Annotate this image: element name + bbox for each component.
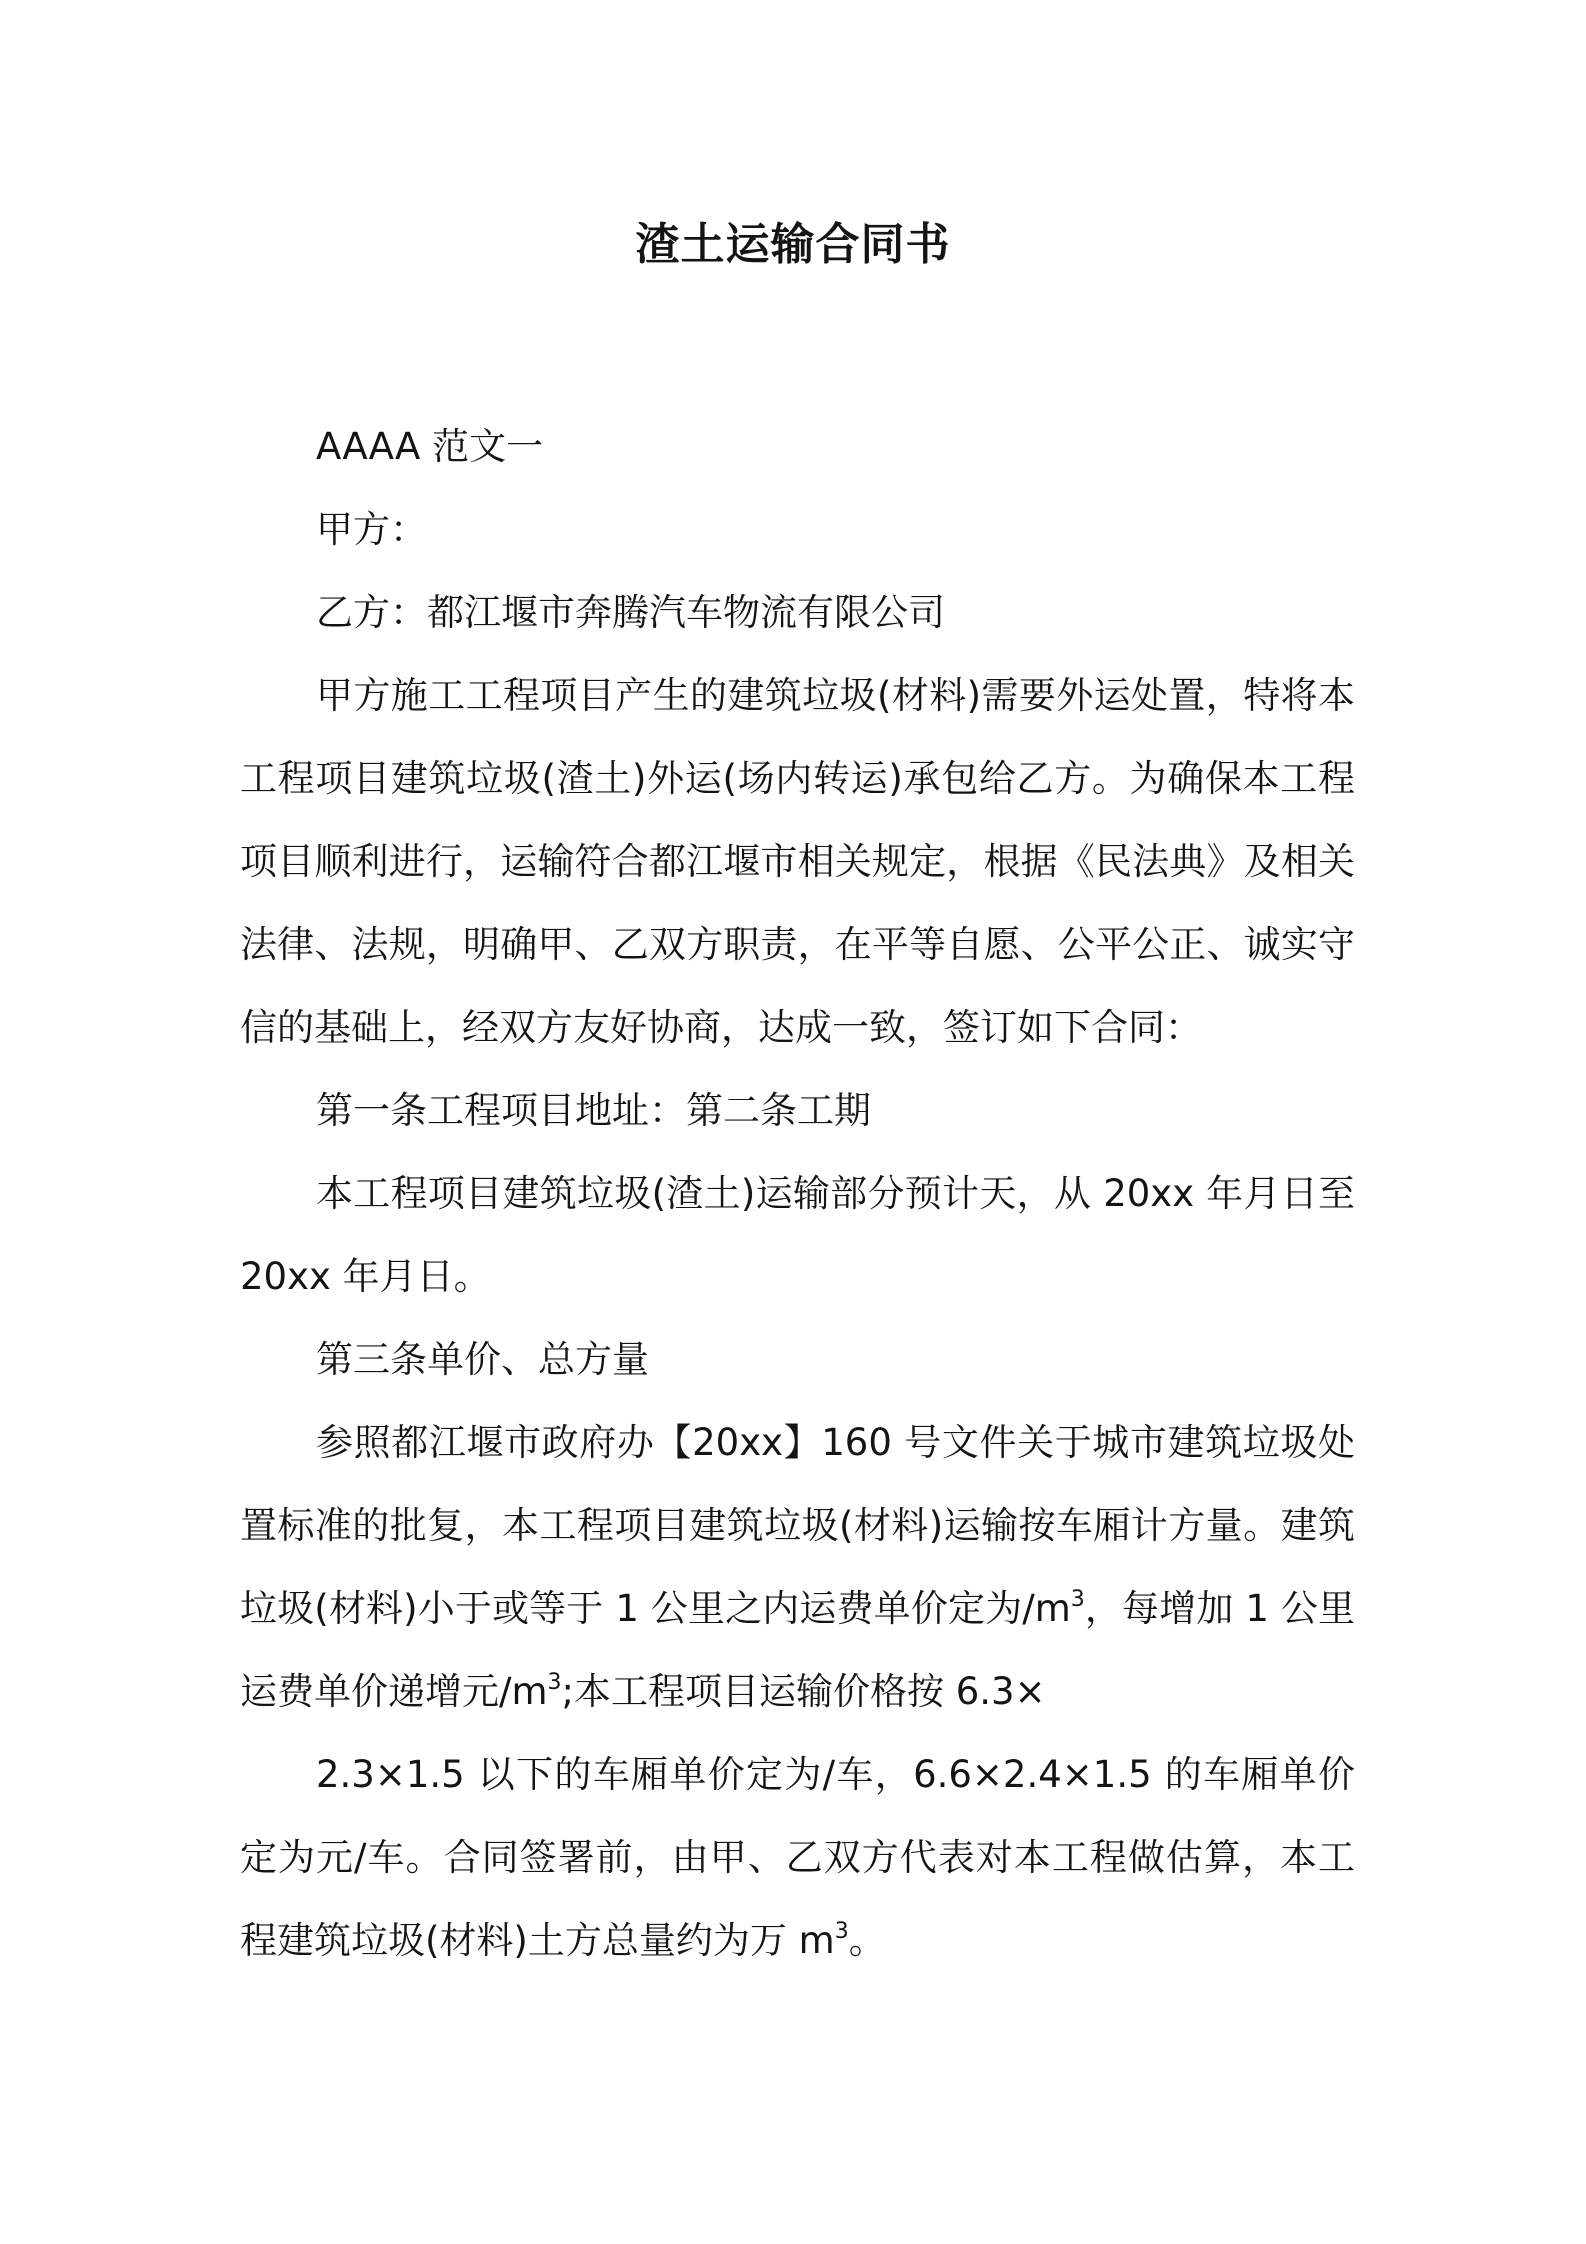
- pricing-text-1: 参照都江堰市政府办【20xx】160 号文件关于城市建筑垃圾处置标准的批复，本工程项目建筑垃圾(材料)运输按车厢计方量。建筑垃圾(材料)小于或等于 1 公里之内运费单价定为/m: [240, 1421, 1355, 1630]
- paragraph-volume: [240, 1733, 1355, 1982]
- pricing-text-2: ，每增加 1 公里运费单价递增元/m: [240, 1587, 1355, 1713]
- paragraph-article-1-2: 第一条工程项目地址：第二条工期: [316, 1089, 871, 1132]
- paragraph-party-b: 乙方：都江堰市奔腾汽车物流有限公司: [316, 591, 945, 634]
- paragraph-party-a: 甲方：: [316, 508, 427, 551]
- paragraph-pricing: [240, 1401, 1355, 1733]
- pricing-text-3: ;本工程项目运输价格按 6.3×: [561, 1670, 1046, 1713]
- superscript-3: 3: [1070, 1587, 1085, 1612]
- superscript-3: 3: [547, 1670, 562, 1695]
- paragraph-article-3: 第三条单价、总方量: [316, 1338, 649, 1381]
- document-body: [240, 405, 1355, 1982]
- paragraph-preamble: 甲方施工工程项目产生的建筑垃圾(材料)需要外运处置，特将本工程项目建筑垃圾(渣土)外运(场内转运)承包给乙方。为确保本工程项目顺利进行，运输符合都江堰市相关规定，根据《民法典》及相关法律、法规，明确甲、乙双方职责，在平等自愿、公平公正、诚实守信的基础上，经双方友好协商，达成一致，签订如下合同：: [240, 674, 1355, 1049]
- volume-text-2: 。: [848, 1919, 886, 1962]
- superscript-3: 3: [834, 1919, 849, 1944]
- paragraph-sample-label: AAAA 范文一: [316, 425, 544, 468]
- paragraph-schedule: 本工程项目建筑垃圾(渣土)运输部分预计天，从 20xx 年月日至 20xx 年月日。: [240, 1172, 1355, 1298]
- volume-text-1: 2.3×1.5 以下的车厢单价定为/车，6.6×2.4×1.5 的车厢单价定为元/车。合同签署前，由甲、乙双方代表对本工程做估算，本工程建筑垃圾(材料)土方总量约为万 m: [240, 1753, 1355, 1962]
- document-title: 渣土运输合同书: [635, 219, 951, 270]
